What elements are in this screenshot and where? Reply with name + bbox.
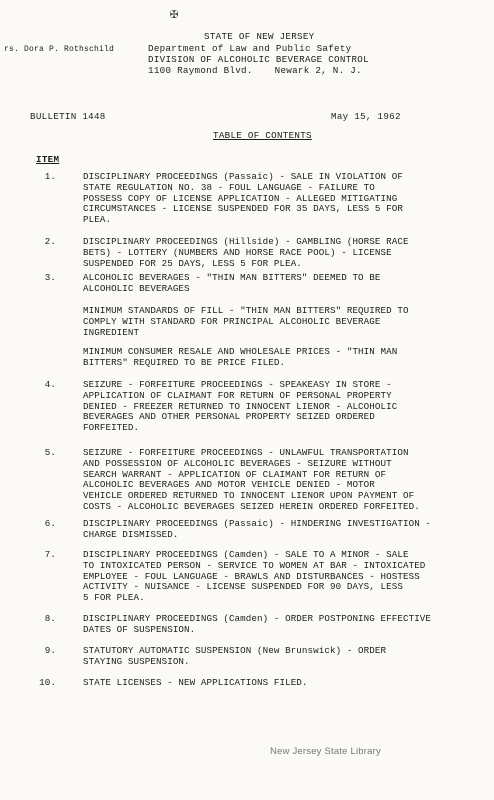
bulletin-number: BULLETIN 1448	[30, 111, 106, 122]
entry-number: 3.	[44, 272, 56, 283]
header-state: STATE OF NEW JERSEY	[204, 31, 315, 42]
state-seal-icon: ✠	[170, 7, 179, 23]
header-department: Department of Law and Public Safety	[148, 43, 352, 54]
entry-number: 10.	[39, 677, 56, 688]
entry-text: DISCIPLINARY PROCEEDINGS (Hillside) - GAMBLING (HORSE RACE BETS) - LOTTERY (NUMBERS AND HORSE RACE POOL) - LICENSE SUSPENDED FOR 25 DAYS, LESS 5 FOR PLEA.	[83, 236, 409, 269]
entry-text: MINIMUM CONSUMER RESALE AND WHOLESALE PRICES - "THIN MAN BITTERS" REQUIRED TO BE PRICE FILED.	[83, 346, 398, 368]
entry-number: 2.	[44, 236, 56, 247]
entry-text: SEIZURE - FORFEITURE PROCEEDINGS - UNLAWFUL TRANSPORTATION AND POSSESSION OF ALCOHOLIC BEVERAGES - SEIZURE WITHOUT SEARCH WARRANT - APPLICATION OF CLAIMANT FOR RETURN OF ALCOHOLIC BEVERAGES AND MOTOR VEHICLE DENIED - MOTOR VEHICLE ORDERED RETURNED TO INNOCENT LIENOR UPON PAYMENT OF COSTS - ALCOHOLIC BEVERAGES SEIZED HEREIN ORDERED FORFEITED.	[83, 447, 420, 512]
bulletin-date: May 15, 1962	[331, 111, 401, 122]
entry-number: 1.	[44, 171, 56, 182]
entry-number: 8.	[44, 613, 56, 624]
recipient-name: rs. Dora P. Rothschild	[4, 45, 115, 54]
address-city: Newark 2, N. J.	[274, 65, 362, 76]
entry-text: DISCIPLINARY PROCEEDINGS (Passaic) - HINDERING INVESTIGATION - CHARGE DISMISSED.	[83, 518, 432, 540]
item-heading: ITEM	[36, 154, 60, 165]
entry-text: STATE LICENSES - NEW APPLICATIONS FILED.	[83, 677, 308, 688]
entry-text: SEIZURE - FORFEITURE PROCEEDINGS - SPEAKEASY IN STORE - APPLICATION OF CLAIMANT FOR RETURN OF PERSONAL PROPERTY DENIED - FREEZER RETURNED TO INNOCENT LIENOR - ALCOHOLIC BEVERAGES AND OTHER PERSONAL PROPERTY SEIZED ORDERED FORFEITED.	[83, 379, 398, 434]
entry-number: 7.	[44, 549, 56, 560]
entry-number: 6.	[44, 518, 56, 529]
entry-text: DISCIPLINARY PROCEEDINGS (Passaic) - SALE IN VIOLATION OF STATE REGULATION NO. 38 - FOUL LANGUAGE - FAILURE TO POSSESS COPY OF LICENSE APPLICATION - ALLEGED MITIGATING CIRCUMSTANCES - LICENSE SUSPENDED FOR 35 DAYS, LESS 5 FOR PLEA.	[83, 171, 403, 226]
entry-number: 9.	[44, 645, 56, 656]
entry-text: ALCOHOLIC BEVERAGES - "THIN MAN BITTERS" DEEMED TO BE ALCOHOLIC BEVERAGES	[83, 272, 381, 294]
entry-number: 4.	[44, 379, 56, 390]
header-address	[148, 65, 362, 76]
address-street: 1100 Raymond Blvd.	[148, 65, 253, 76]
header-division: DIVISION OF ALCOHOLIC BEVERAGE CONTROL	[148, 54, 369, 65]
entry-text: DISCIPLINARY PROCEEDINGS (Camden) - SALE TO A MINOR - SALE TO INTOXICATED PERSON - SERVICE TO WOMEN AT BAR - INTOXICATED EMPLOYEE - FOUL LANGUAGE - BRAWLS AND DISTURBANCES - HOSTESS ACTIVITY - NUISANCE - LICENSE SUSPENDED FOR 90 DAYS, LESS 5 FOR PLEA.	[83, 549, 426, 604]
library-stamp: New Jersey State Library	[270, 746, 381, 757]
toc-title: TABLE OF CONTENTS	[213, 130, 312, 141]
entry-text: STATUTORY AUTOMATIC SUSPENSION (New Brunswick) - ORDER STAYING SUSPENSION.	[83, 645, 387, 667]
entry-text: MINIMUM STANDARDS OF FILL - "THIN MAN BITTERS" REQUIRED TO COMPLY WITH STANDARD FOR PRINCIPAL ALCOHOLIC BEVERAGE INGREDIENT	[83, 305, 409, 338]
entry-number: 5.	[44, 447, 56, 458]
entry-text: DISCIPLINARY PROCEEDINGS (Camden) - ORDER POSTPONING EFFECTIVE DATES OF SUSPENSION.	[83, 613, 432, 635]
